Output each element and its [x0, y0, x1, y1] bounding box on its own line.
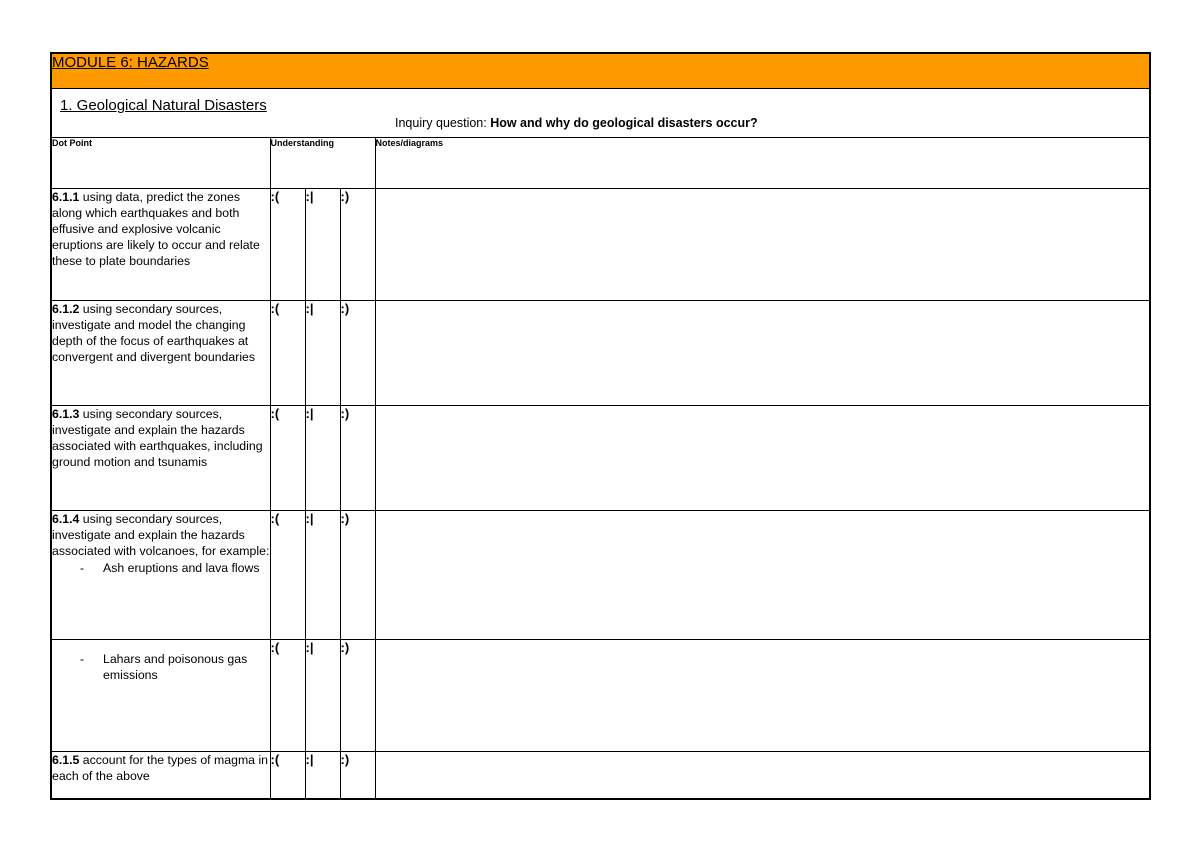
dot-point-text: using secondary sources, investigate and explain the hazards associated with volcanoes, for example: — [52, 512, 270, 558]
dot-point-code: 6.1.4 — [52, 512, 80, 526]
sub-point — [80, 651, 270, 683]
dot-point-6-1-1 — [51, 189, 270, 301]
dot-point-text: account for the types of magma in each of the above — [52, 753, 269, 783]
notes-cell[interactable] — [375, 406, 1150, 511]
notes-cell[interactable] — [375, 640, 1150, 752]
column-header-dot-point: Dot Point — [51, 138, 270, 189]
understanding-happy[interactable]: :) — [340, 301, 375, 406]
understanding-happy[interactable]: :) — [340, 752, 375, 800]
understanding-sad[interactable]: :( — [270, 752, 305, 800]
understanding-neutral[interactable]: :| — [305, 511, 340, 640]
notes-cell[interactable] — [375, 752, 1150, 800]
understanding-happy[interactable]: :) — [340, 406, 375, 511]
understanding-sad[interactable]: :( — [270, 511, 305, 640]
understanding-neutral[interactable]: :| — [305, 189, 340, 301]
module-title: MODULE 6: HAZARDS — [51, 53, 1150, 89]
table-row — [51, 406, 1150, 511]
section-header — [51, 89, 1150, 138]
dot-point-text: using secondary sources, investigate and model the changing depth of the focus of earthquakes at convergent and divergent boundaries — [52, 302, 256, 364]
column-header-notes: Notes/diagrams — [375, 138, 1150, 189]
table-row — [51, 752, 1150, 800]
sub-point — [80, 560, 270, 576]
bullet-dash: - — [80, 652, 85, 666]
column-header-understanding: Understanding — [270, 138, 375, 189]
dot-point-code: 6.1.1 — [52, 190, 80, 204]
understanding-neutral[interactable]: :| — [305, 752, 340, 800]
table-row — [51, 511, 1150, 640]
understanding-neutral[interactable]: :| — [305, 640, 340, 752]
dot-point-text: using data, predict the zones along which earthquakes and both effusive and explosive volcanic eruptions are likely to occur and relate these to plate boundaries — [52, 190, 260, 268]
understanding-sad[interactable]: :( — [270, 406, 305, 511]
understanding-happy[interactable]: :) — [340, 511, 375, 640]
inquiry-question-text: How and why do geological disasters occur? — [490, 116, 758, 130]
inquiry-label: Inquiry question: — [395, 116, 491, 130]
dot-point-code: 6.1.5 — [52, 753, 80, 767]
module-table — [50, 52, 1151, 800]
understanding-sad[interactable]: :( — [270, 189, 305, 301]
sub-point-text: Lahars and poisonous gas emissions — [103, 652, 248, 682]
table-row — [51, 301, 1150, 406]
bullet-dash: - — [80, 561, 85, 575]
notes-cell[interactable] — [375, 189, 1150, 301]
dot-point-text: using secondary sources, investigate and explain the hazards associated with earthquakes, including ground motion and tsunamis — [52, 407, 263, 469]
understanding-neutral[interactable]: :| — [305, 301, 340, 406]
notes-cell[interactable] — [375, 511, 1150, 640]
dot-point-6-1-5 — [51, 752, 270, 800]
inquiry-question — [395, 116, 758, 130]
dot-point-code: 6.1.3 — [52, 407, 80, 421]
table-row — [51, 640, 1150, 752]
understanding-happy[interactable]: :) — [340, 189, 375, 301]
dot-point-6-1-3 — [51, 406, 270, 511]
table-row — [51, 189, 1150, 301]
dot-point-6-1-4 — [51, 511, 270, 640]
dot-point-6-1-4-sub — [51, 640, 270, 752]
notes-cell[interactable] — [375, 301, 1150, 406]
section-title: 1. Geological Natural Disasters — [60, 97, 267, 114]
understanding-sad[interactable]: :( — [270, 640, 305, 752]
understanding-happy[interactable]: :) — [340, 640, 375, 752]
sub-point-text: Ash eruptions and lava flows — [103, 561, 260, 575]
understanding-sad[interactable]: :( — [270, 301, 305, 406]
dot-point-code: 6.1.2 — [52, 302, 80, 316]
understanding-neutral[interactable]: :| — [305, 406, 340, 511]
dot-point-6-1-2 — [51, 301, 270, 406]
